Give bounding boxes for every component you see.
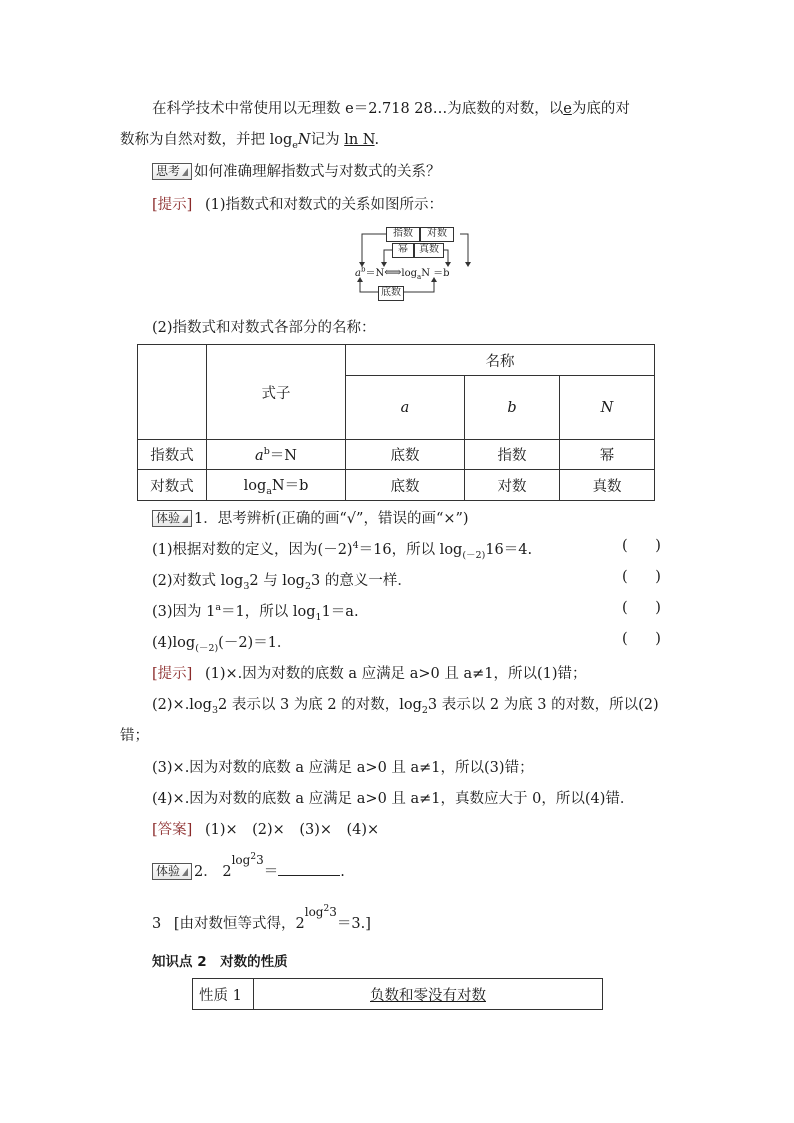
expr-log: log [243,477,267,494]
names-table-corner [138,345,207,440]
names-table-header-expression: 式子 [207,345,346,440]
exp-1-title-text: 1．思考辨析(正确的画“√”，错误的画“×”) [194,511,469,527]
answer-2-base: 2 [295,915,305,932]
col-N-text: N [600,399,614,416]
item-2-pre: (2)对数式 log [152,573,244,589]
answer-2-num: 3 [152,915,162,932]
property-content [254,979,603,1010]
item-4-post: (－2)＝1． [218,635,292,651]
diagram-log-sub: a [417,273,422,281]
row-cell-a: 底数 [346,440,465,470]
intro-text-1-end: 为底的对 [571,101,630,117]
exp-1-item-4 [152,631,291,654]
row-cell-N: 真数 [560,470,655,501]
item-3-post: 1＝a. [321,604,359,620]
row-label: 指数式 [138,440,207,470]
item-3-mid: ＝1，所以 log [221,604,316,620]
exp-1-item-2-answer-paren[interactable]: ( ) [622,569,661,585]
col-b-text: b [507,399,517,416]
diagram-box-logarithm: 对数 [420,227,454,242]
exp-1-item-1 [152,538,532,561]
hint-2-line-5: (4)×.因为对数的底数 a 应满足 a>0 且 a≠1，真数应大于 0，所以(4)错． [152,791,635,807]
exp-1-item-4-answer-paren[interactable]: ( ) [622,631,661,647]
item-1-mid: ＝16，所以 log [358,542,463,558]
intro-line-2 [120,128,379,151]
hint-1 [152,193,443,214]
answer-1-label: [答案] [152,822,193,838]
answer-2-pre: [由对数恒等式得， [173,915,296,932]
diagram-a: a [355,268,361,279]
answer-1-text: (1)× (2)× (3)× (4)× [204,822,380,838]
think-tag: 思考 [152,163,192,180]
exp-2-exp-log: log [231,853,251,867]
intro-ln-underlined: ln N [344,132,375,148]
diagram-box-base: 底数 [378,286,404,301]
diagram-box-true-number: 真数 [414,243,444,258]
item-1-post: 16＝4. [485,542,533,558]
expr-a: a [255,448,264,464]
hint-2-line-2-sub1: 3 [211,704,218,716]
hint-2-line-4: (3)×.因为对数的底数 a 应满足 a>0 且 a≠1，所以(3)错； [152,760,534,776]
exp-1-tag: 体验 [152,510,192,527]
answer-2-exp-end: 3 [329,905,337,919]
table-row [138,440,655,470]
hint-1-label: [提示] [152,197,193,213]
item-3-sub: 1 [315,611,322,623]
table-row [193,979,603,1010]
exp-2-eq: ＝ [263,863,279,880]
intro-text-2-end: . [374,132,380,148]
exp-1-title [152,507,469,528]
part-2-heading: (2)指数式和对数式各部分的名称： [152,320,376,336]
hint-2-line-2 [152,693,659,716]
exp-2-tag: 体验 [152,863,192,880]
property-content-text: 负数和零没有对数 [370,987,486,1004]
answer-2 [152,904,371,933]
expr-b-sup: b [263,446,270,458]
diagram-equivalence-arrow: ⟺ [384,265,402,279]
diagram-right: N ＝b [421,268,450,279]
knowledge-point-2-title: 知识点 2 对数的性质 [152,954,288,970]
exp-2-exponent [232,853,264,867]
item-4-pre: (4)log [152,635,196,651]
think-question-text: 如何准确理解指数式与对数式的关系？ [194,164,441,180]
expr-rest: N＝b [271,477,309,494]
hint-2-line-3: 错； [120,728,149,744]
item-1-sup: 4 [352,540,359,552]
exp-2-exp-end: 3 [256,853,264,867]
property-label: 性质 1 [193,979,254,1010]
intro-text-1: 在科学技术中常使用以无理数 e＝2.718 28…为底数的对数，以 [152,101,564,117]
expr-rest: ＝N [269,448,297,464]
row-cell-b: 对数 [465,470,560,501]
answer-2-exp-log: log [304,905,324,919]
exp-2-base: 2 [222,863,232,880]
hint-2-line-2-post: 3 表示以 2 为底 3 的对数，所以(2) [427,697,659,713]
exp-2-num: 2． [194,863,218,880]
answer-2-exponent [305,905,337,919]
intro-sub-e: e [292,139,298,151]
exp-1-item-2 [152,569,412,592]
exp-2-answer-blank[interactable] [278,874,340,876]
row-expression [207,440,346,470]
diagram-b-sup: b [360,265,366,274]
intro-e-underlined: e [563,101,572,117]
item-3-pre: (3)因为 1 [152,604,216,620]
item-2-sub1: 3 [243,580,250,592]
diagram-box-power: 幂 [392,243,414,258]
think-question [152,160,441,181]
row-cell-N: 幂 [560,440,655,470]
expr-log-sub: a [266,485,272,497]
answer-1 [152,818,379,839]
exp-2: 体验 2． $2^{log^23}=$ . [152,858,345,881]
hint-2-label: [提示] [152,666,193,682]
names-table-col-N [560,376,655,440]
item-4-sub: (－2) [195,642,219,654]
row-cell-a: 底数 [346,470,465,501]
hint-2-line-1 [152,662,587,683]
row-expression [207,470,346,501]
names-table-col-a [346,376,465,440]
diagram-formula [355,264,450,281]
hint-2-line-2-pre: (2)×.log [152,697,212,713]
answer-2-exp-sub: 2 [323,904,330,914]
intro-line-1 [152,97,630,118]
diagram-log: log [401,268,418,279]
exp-1-item-3 [152,600,359,623]
property-table [192,978,603,1010]
names-table-header-name: 名称 [346,345,655,376]
names-table-col-b [465,376,560,440]
diagram-eq-N: ＝N [365,268,385,279]
intro-text-2-mid: 记为 [310,132,340,148]
hint-1-text: (1)指数式和对数式的关系如图所示： [204,197,443,213]
relation-diagram [350,224,480,300]
intro-N: N [297,132,311,148]
exp-2-exp-sub: 2 [250,852,257,862]
row-label: 对数式 [138,470,207,501]
item-1-pre: (1)根据对数的定义，因为(－2) [152,542,353,558]
names-table [137,344,655,501]
hint-2-line-2-sub2: 2 [421,704,428,716]
table-row [138,470,655,501]
item-3-sup: a [215,602,222,614]
item-1-sub: (－2) [462,549,486,561]
answer-2-post: ＝3.] [336,915,371,932]
exp-1-item-1-answer-paren[interactable]: ( ) [622,538,661,554]
diagram-box-exponent: 指数 [386,227,420,242]
item-2-mid: 2 与 log [249,573,305,589]
item-2-sub2: 2 [304,580,311,592]
row-cell-b: 指数 [465,440,560,470]
intro-text-2: 数称为自然对数，并把 log [120,132,293,148]
hint-2-line-1-text: (1)×.因为对数的底数 a 应满足 a>0 且 a≠1，所以(1)错； [204,666,587,682]
col-a-text: a [400,399,410,416]
hint-2-line-2-mid: 2 表示以 3 为底 2 的对数，log [218,697,422,713]
exp-1-item-3-answer-paren[interactable]: ( ) [622,600,661,616]
item-2-post: 3 的意义一样． [311,573,412,589]
